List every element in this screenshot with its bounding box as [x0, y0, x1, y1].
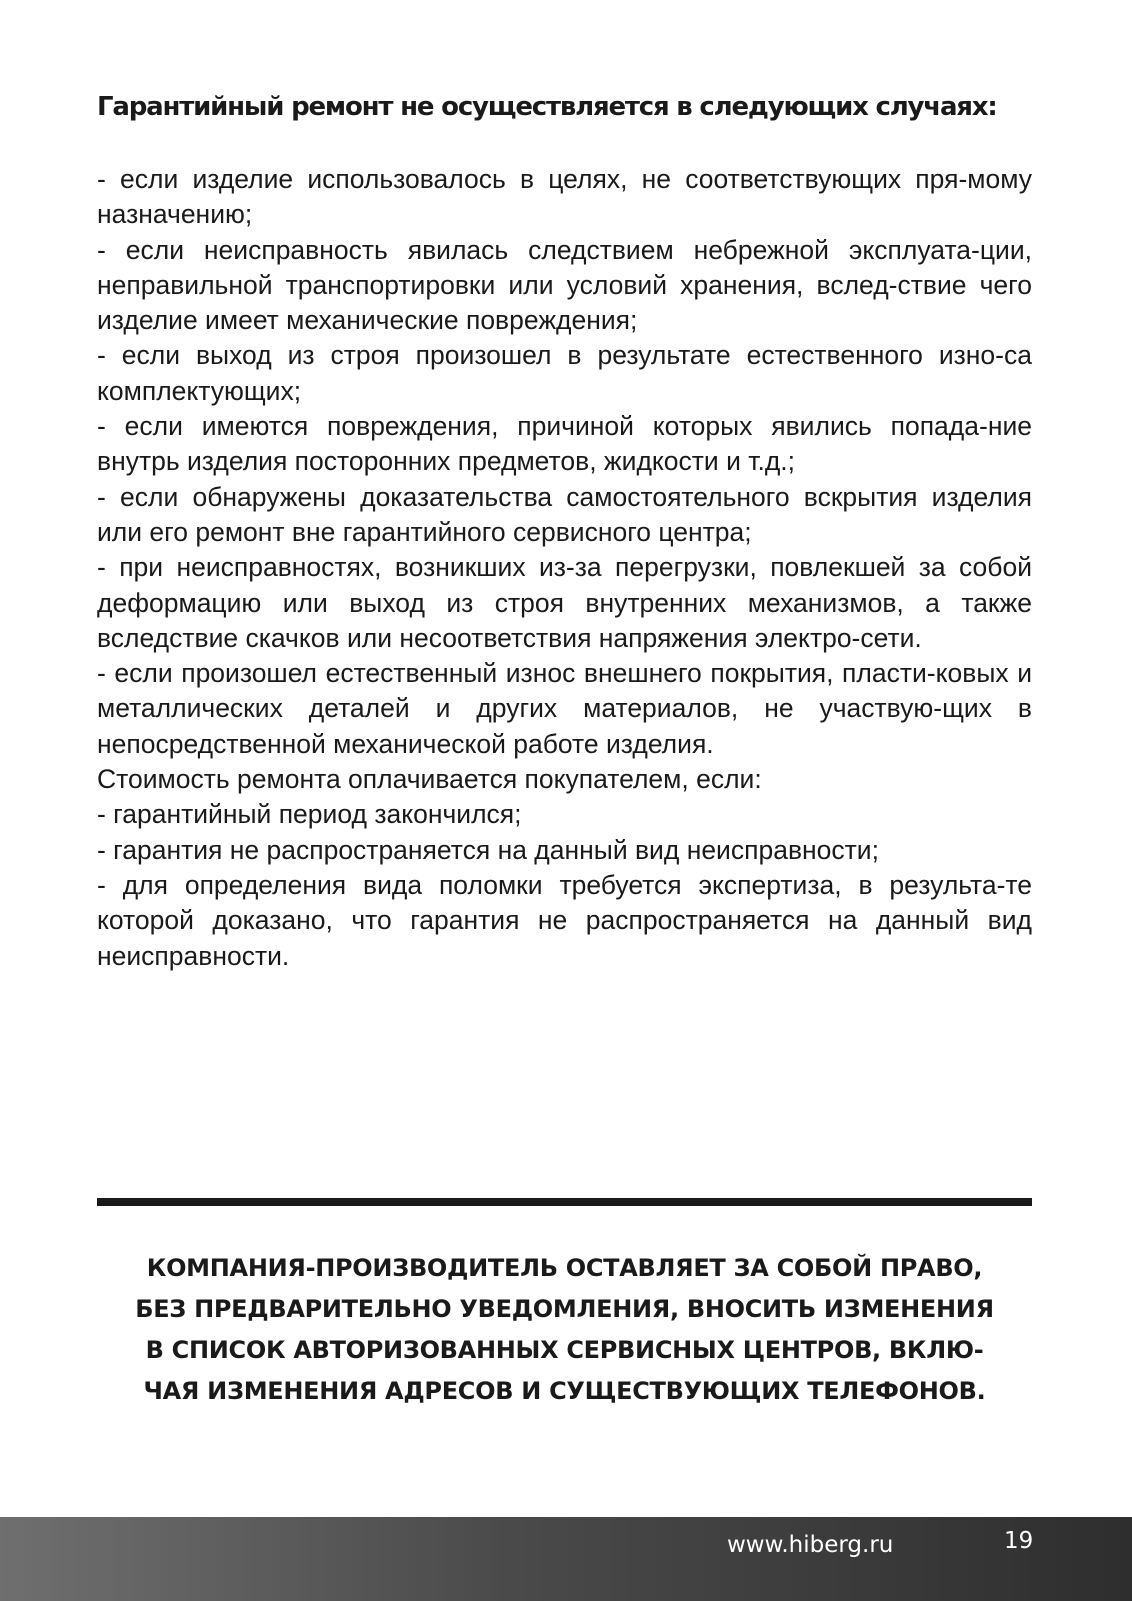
- notice-line: В СПИСОК АВТОРИЗОВАННЫХ СЕРВИСНЫХ ЦЕНТРОВ, ВКЛЮ-: [145, 1336, 984, 1364]
- paragraph: Стоимость ремонта оплачивается покупателем, если:: [97, 764, 762, 795]
- warranty-exclusions-text: [97, 162, 1032, 974]
- section-divider: [97, 1198, 1032, 1206]
- paragraph: - если выход из строя произошел в результате естественного изно-са комплектующих;: [97, 340, 1032, 406]
- paragraph: - если неисправность явилась следствием небрежной эксплуата-ции, неправильной транспортировки или условий хранения, вслед-ствие чего изделие имеет механические повреждения;: [97, 234, 1032, 336]
- section-heading: Гарантийный ремонт не осуществляется в следующих случаях:: [97, 92, 997, 122]
- notice-line: БЕЗ ПРЕДВАРИТЕЛЬНО УВЕДОМЛЕНИЯ, ВНОСИТЬ ИЗМЕНЕНИЯ: [135, 1295, 994, 1323]
- paragraph: - гарантийный период закончился;: [97, 799, 522, 830]
- paragraph: - если имеются повреждения, причиной которых явились попада-ние внутрь изделия посторонних предметов, жидкости и т.д.;: [97, 411, 1032, 477]
- page-content: [97, 92, 1032, 974]
- paragraph: - при неисправностях, возникших из-за перегрузки, повлекшей за собой деформацию или выход из строя внутренних механизмов, а также вследствие скачков или несоответствия напряжения электро-сети.: [97, 552, 1032, 653]
- paragraph: - если изделие использовалось в целях, не соответствующих пря-мому назначению;: [97, 164, 1032, 230]
- paragraph: - для определения вида поломки требуется экспертиза, в результа-те которой доказано, что гарантия не распространяется на данный вид неисправности.: [97, 869, 1032, 971]
- notice-line: КОМПАНИЯ-ПРОИЗВОДИТЕЛЬ ОСТАВЛЯЕТ ЗА СОБОЙ ПРАВО,: [146, 1254, 983, 1282]
- website-link[interactable]: www.hiberg.ru: [727, 1532, 894, 1558]
- page-footer: [0, 1517, 1132, 1601]
- paragraph: - если произошел естественный износ внешнего покрытия, пласти-ковых и металлических деталей и других материалов, не участвую-щих в непосредственной механической работе изделия.: [97, 658, 1032, 759]
- paragraph: - гарантия не распространяется на данный вид неисправности;: [97, 834, 879, 865]
- page-number: 19: [1004, 1528, 1034, 1554]
- notice-line: ЧАЯ ИЗМЕНЕНИЯ АДРЕСОВ И СУЩЕСТВУЮЩИХ ТЕЛЕФОНОВ.: [143, 1377, 986, 1405]
- paragraph: - если обнаружены доказательства самостоятельного вскрытия изделия или его ремонт вне гарантийного сервисного центра;: [97, 481, 1032, 547]
- manufacturer-notice: [97, 1248, 1032, 1412]
